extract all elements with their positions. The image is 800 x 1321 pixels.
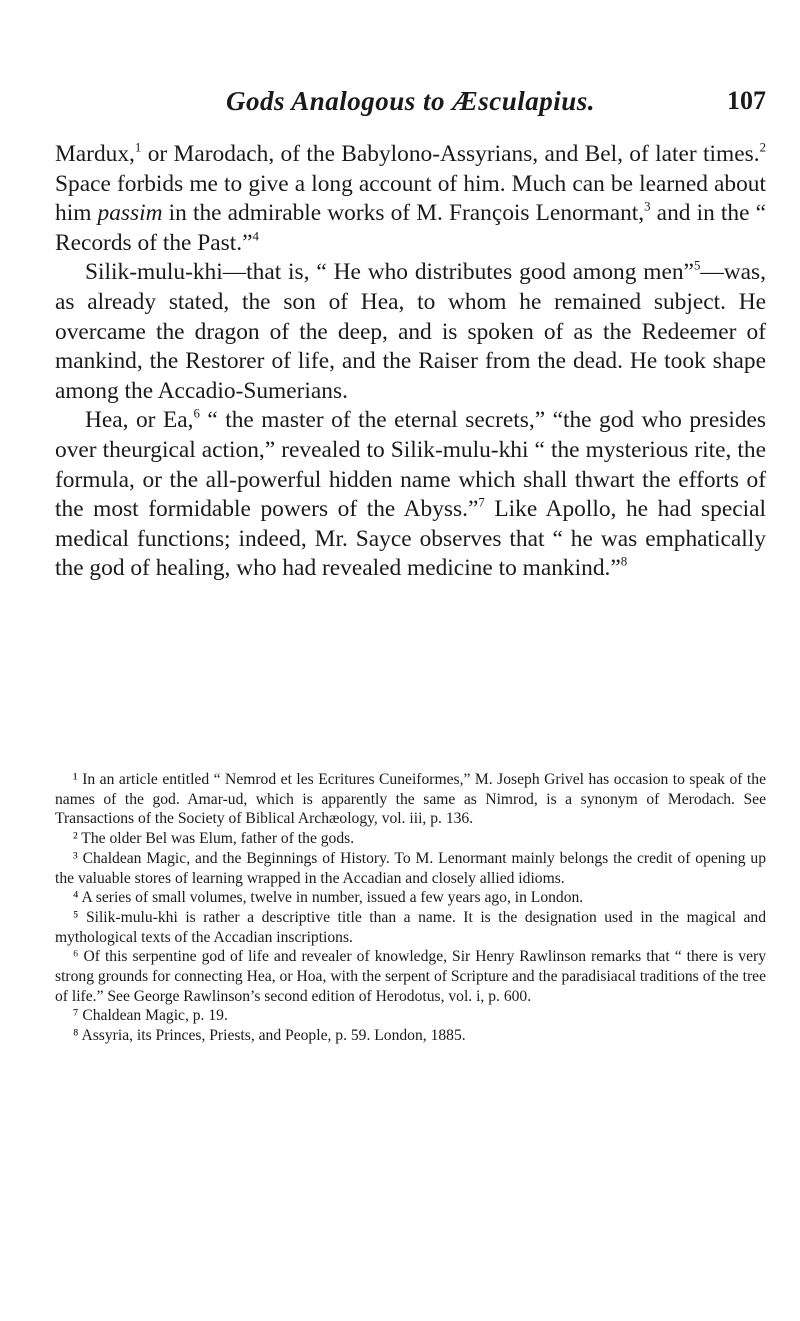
text-run: Silik-mulu-khi—that is, “ He who distributes good among men” [85,259,694,286]
footnote-text: In an article entitled “ Nemrod et les Ecritures Cuneiformes,” M. Joseph Grivel has occasion to speak of the names of the god. Amar-ud, which is apparently the same as Nimrod, is a synonym of Merodach. See Transactions of the Society of Biblical Archæology, vol. iii, p. 136. [55,771,766,828]
footnote-mark: ⁶ [73,948,79,966]
footnote-text: Of this serpentine god of life and revealer of knowledge, Sir Henry Rawlinson remarks that “ there is very strong grounds for connecting Hea, or Hoa, with the serpent of Scripture and the paradisiacal traditions of the tree of life.” See George Rawlinson’s second edition of Herodotus, vol. i, p. 600. [55,948,766,1005]
text-run: “ the master of the eternal secrets,” “the god who presides over theurgical action,” revealed to Silik-mulu-khi “ the mysterious rite, the formula, or the all-powerful hidden name which shall thwart the efforts of the most formidable powers of the Abyss.” [55,407,766,523]
footnote [55,770,766,829]
footnote-mark: ² [73,830,78,848]
footnote-ref: 3 [644,199,651,214]
footnote [55,947,766,1006]
footnote-text: The older Bel was Elum, father of the gods. [77,830,355,848]
running-title: Gods Analogous to Æsculapius. [225,86,596,116]
paragraph [55,140,766,258]
footnote-mark: ¹ [73,771,78,788]
footnote [55,849,766,888]
body-text [55,140,766,584]
text-run: Space forbids me to give a long account of him. Much can be learned about him [55,170,766,227]
footnote-text: Chaldean Magic, p. 19. [78,1007,228,1025]
text-run: in the admirable works of M. François Lenormant, [162,200,645,227]
footnote-ref: 7 [478,495,485,510]
italic-text: passim [97,200,163,227]
footnote-text: Assyria, its Princes, Priests, and People, p. 59. London, 1885. [78,1027,466,1045]
footnote-ref: 5 [693,258,701,273]
footnote-text: A series of small volumes, twelve in number, issued a few years ago, in London. [78,889,584,907]
paragraph [55,258,766,406]
text-run: Mardux, [55,141,135,167]
text-run: Hea, or Ea, [85,407,194,434]
footnote [55,829,766,849]
page-header [55,86,766,122]
text-run: or Marodach, of the Babylono-Assyrians, and Bel, of later times. [141,141,760,167]
footnote-ref: 2 [759,140,766,155]
book-page [55,0,766,1321]
text-run: Like Apollo, he had special medical functions; indeed, Mr. Sayce observes that “ he was emphatically the god of healing, who had revealed medicine to mankind.” [55,496,766,582]
footnote-mark: ⁸ [73,1027,79,1045]
footnote-text: Chaldean Magic, and the Beginnings of History. To M. Lenormant mainly belongs the credit of opening up the valuable stores of learning wrapped in the Accadian and closely allied idioms. [55,849,766,887]
footnote [55,908,766,947]
footnote [55,888,766,908]
text-run: and in the “ Records of the Past.” [55,200,766,256]
page-number: 107 [727,86,766,115]
paragraph [55,406,766,584]
footnote-text: Silik-mulu-khi is rather a descriptive title than a name. It is the designation used in the magical and mythological texts of the Accadian inscriptions. [55,908,766,946]
footnote-mark: ³ [73,849,78,867]
footnote [55,1006,766,1026]
footnote [55,1026,766,1046]
footnote-mark: ⁷ [73,1007,79,1025]
text-run: —was, as already stated, the son of Hea, to whom he remained subject. He overcame the dragon of the deep, and is spoken of as the Redeemer of mankind, the Restorer of life, and the Raiser from the dead. He took shape among the Accadio-Sumerians. [55,259,766,404]
footnote-ref: 6 [193,406,200,421]
footnotes [55,770,766,1046]
footnote-ref: 1 [134,140,142,155]
footnote-mark: ⁵ [73,908,79,926]
footnote-mark: ⁴ [73,889,79,907]
footnote-ref: 8 [620,554,628,569]
footnote-ref: 4 [252,229,259,244]
